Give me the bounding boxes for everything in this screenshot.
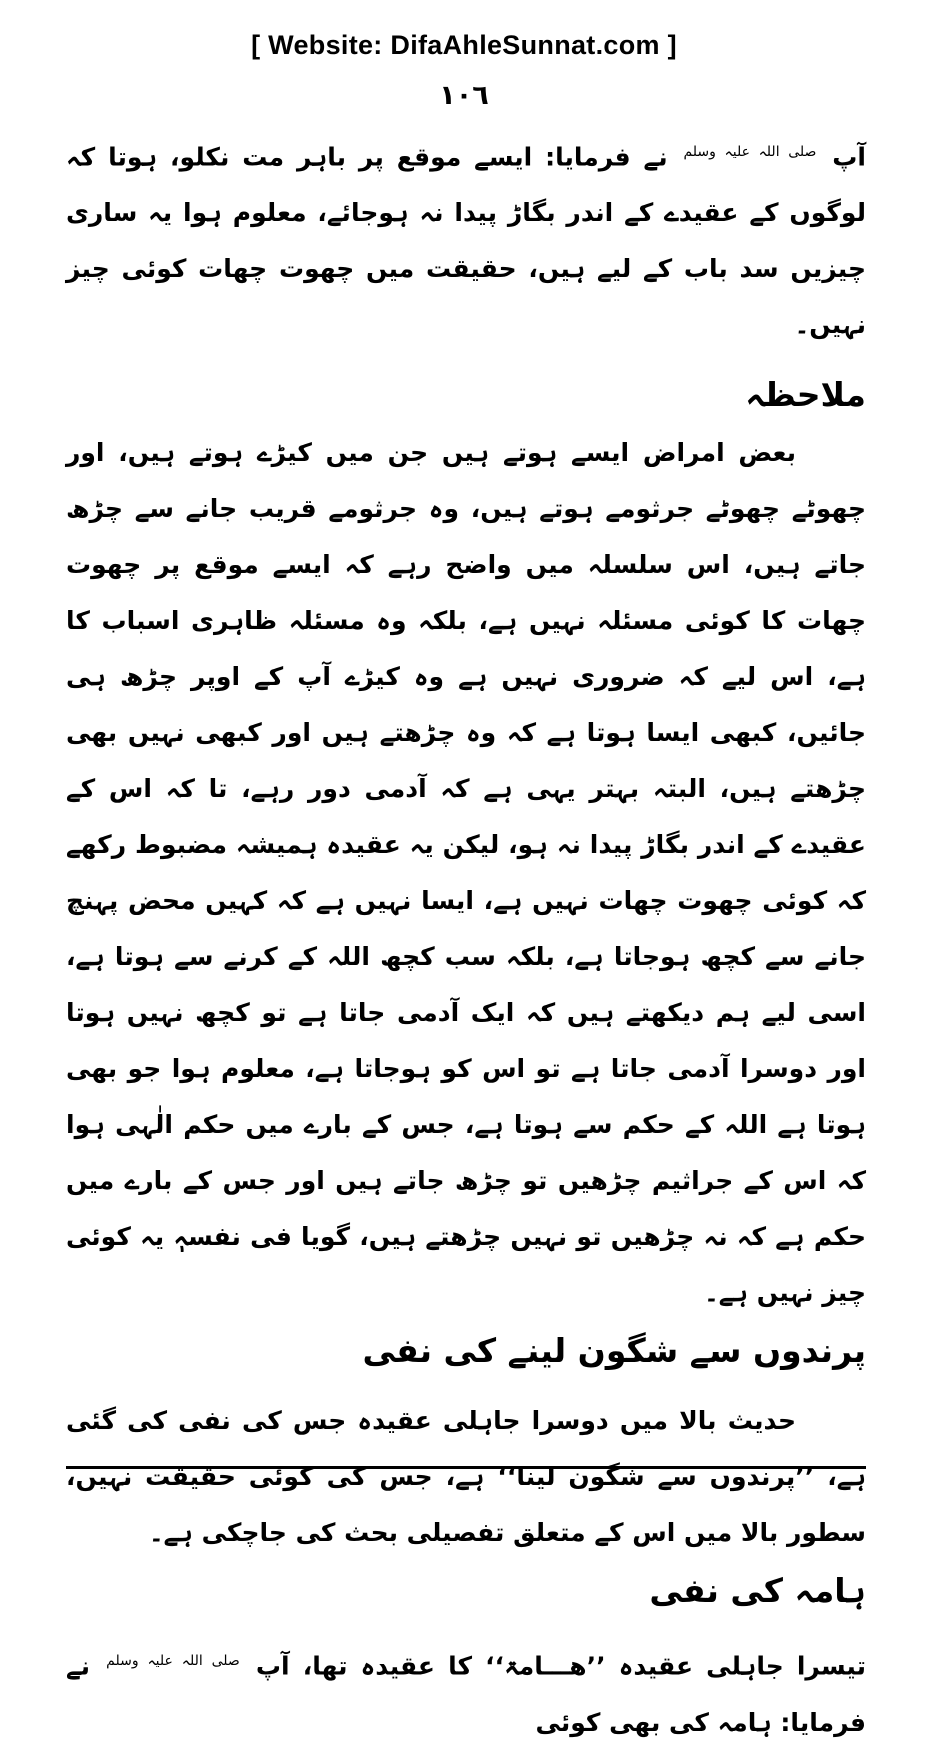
page-body: [66, 124, 866, 1751]
paragraph-4-text-b: نے فرمایا: ہامہ کی بھی کوئی: [66, 1651, 866, 1737]
paragraph-4-text-a: تیسرا جاہلی عقیدہ ’’ھـــامۃ‘‘ کا عقیدہ تھا، آپ: [255, 1651, 866, 1681]
footer-rule: [66, 1466, 866, 1469]
heading-hama: ہامہ کی نفی: [649, 1571, 866, 1611]
paragraph-2: بعض امراض ایسے ہوتے ہیں جن میں کیڑے ہوتے ہیں، اور چھوٹے چھوٹے جرثومے ہوتے ہیں، وہ جرثومے قریب جانے سے چڑھ جاتے ہیں، اس سلسلہ میں واضح رہے کہ ایسے موقع پر چھوت چھات کا کوئی مسئلہ نہیں ہے، بلکہ وہ مسئلہ ظاہری اسباب کا ہے، اس لیے کہ ضروری نہیں ہے وہ کیڑے آپ کے اوپر چڑھ ہی جائیں، کبھی ایسا ہوتا ہے کہ وہ چڑھتے ہیں اور کبھی نہیں بھی چڑھتے ہیں، البتہ بہتر یہی ہے کہ آدمی دور رہے، تا کہ اس کے عقیدے کے اندر بگاڑ پیدا نہ ہو، لیکن یہ عقیدہ ہمیشہ مضبوط رکھے کہ کوئی چھوت چھات نہیں ہے، ایسا نہیں ہے کہ کہیں محض پہنچ جانے سے کچھ ہوجاتا ہے، بلکہ سب کچھ اللہ کے کرنے سے ہوتا ہے، اسی لیے ہم دیکھتے ہیں کہ ایک آدمی جاتا ہے تو کچھ نہیں ہوتا اور دوسرا آدمی جاتا ہے تو اس کو ہوجاتا ہے، معلوم ہوا جو بھی ہوتا ہے اللہ کے حکم سے ہوتا ہے، جس کے بارے میں حکم الٰہی ہوا کہ اس کے جراثیم چڑھیں تو چڑھ جاتے ہیں اور جس کے بارے میں حکم ہے کہ نہ چڑھیں تو نہیں چڑھتے ہیں، گویا فی نفسہٖ یہ کوئی چیز نہیں ہے۔: [66, 438, 866, 1308]
paragraph-1-text-a: آپ: [832, 142, 866, 172]
page-number: ١٠٦: [439, 80, 489, 111]
paragraph-1-text-b: نے فرمایا: ایسے موقع پر باہر مت نکلو، ہوتا کہ لوگوں کے عقیدے کے اندر بگاڑ پیدا نہ ہوجائے، معلوم ہوا یہ ساری چیزیں سد باب کے لیے ہیں، حقیقت میں چھوت چھات کوئی چیز نہیں۔: [66, 142, 866, 340]
paragraph-1: [66, 124, 866, 353]
paragraph-4: [66, 1633, 866, 1750]
paragraph-3: حدیث بالا میں دوسرا جاہلی عقیدہ جس کی نفی کی گئی ہے، ’’پرندوں سے شگون لینا‘‘ ہے، جس کی کوئی حقیقت نہیں، سطور بالا میں اس کے متعلق تفصیلی بحث کی جاچکی ہے۔: [66, 1406, 866, 1548]
honorific-salutation-2: صلی اللہ علیہ وسلم: [106, 1653, 240, 1670]
heading-mulahaza: ملاحظہ: [745, 375, 866, 415]
heading-bird-omens: پرندوں سے شگون لینے کی نفی: [362, 1331, 866, 1371]
website-header: [ Website: DifaAhleSunnat.com ]: [251, 30, 677, 60]
honorific-salutation: صلی اللہ علیہ وسلم: [683, 144, 817, 160]
